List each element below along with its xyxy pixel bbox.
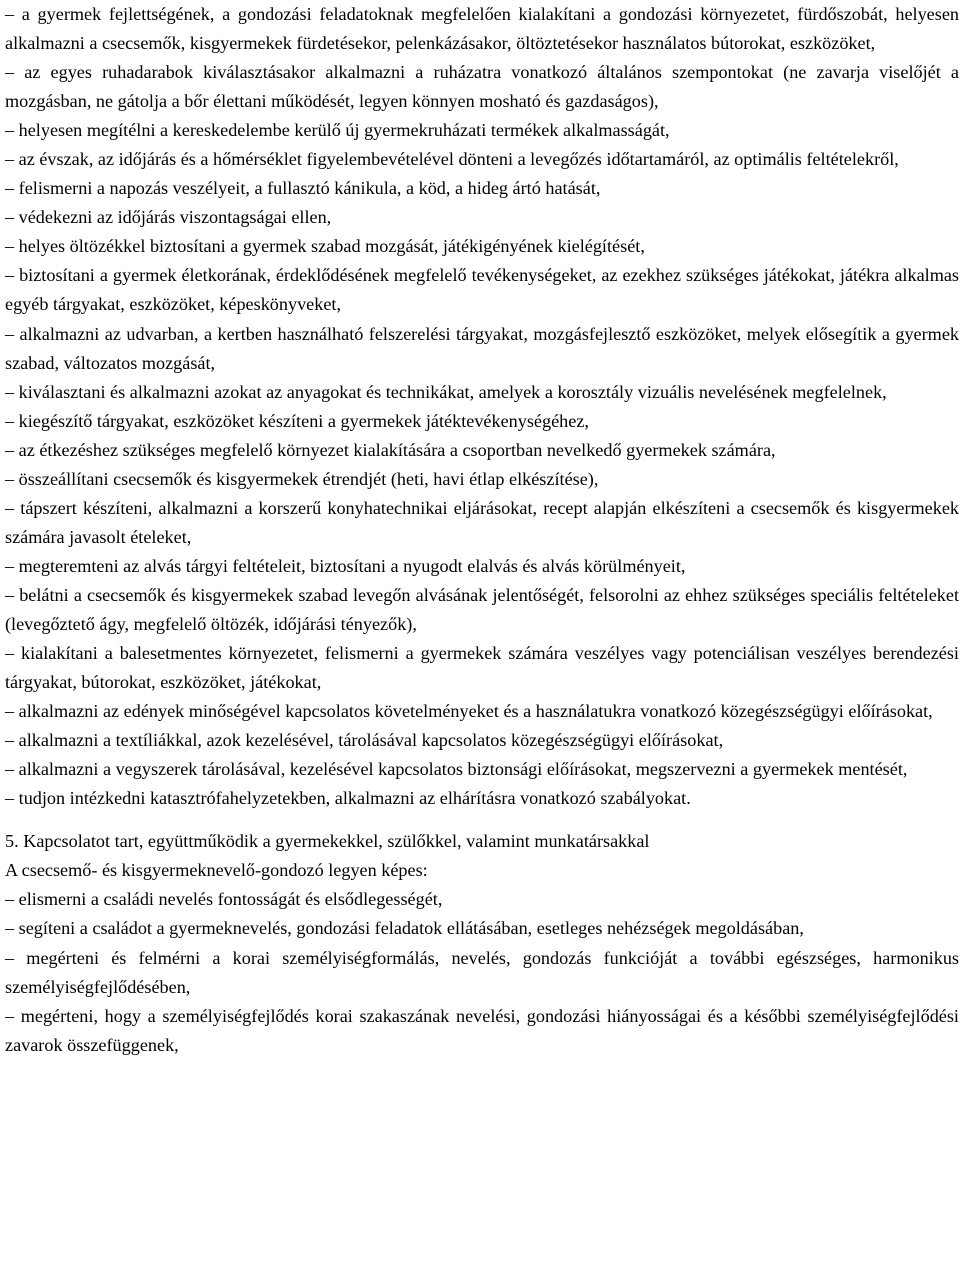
list-item: – helyes öltözékkel biztosítani a gyermek szabad mozgását, játékigényének kielégítését, — [5, 236, 645, 257]
list-item: – az étkezéshez szükséges megfelelő környezet kialakítására a csoportban nevelkedő gyermekek számára, — [5, 439, 776, 460]
list-item: – tápszert készíteni, alkalmazni a korszerű konyhatechnikai eljárásokat, recept alapján elkészíteni a csecsemők és kisgyermekek számára javasolt ételeket, — [5, 497, 959, 547]
list-item: – kiválasztani és alkalmazni azokat az anyagokat és technikákat, amelyek a korosztály vizuális nevelésének megfelelnek, — [5, 381, 887, 402]
list-item: – az évszak, az időjárás és a hőmérséklet figyelembevételével dönteni a levegőzés időtartamáról, az optimális feltételekről, — [5, 149, 899, 170]
list-item: – tudjon intézkedni katasztrófahelyzetekben, alkalmazni az elhárításra vonatkozó szabályokat. — [5, 788, 691, 809]
list-item: – megteremteni az alvás tárgyi feltételeit, biztosítani a nyugodt elalvás és alvás körülményeit, — [5, 555, 686, 576]
list-item: – felismerni a napozás veszélyeit, a fullasztó kánikula, a köd, a hideg ártó hatását, — [5, 178, 601, 199]
list-item: – helyesen megítélni a kereskedelembe kerülő új gyermekruházati termékek alkalmasságát, — [5, 120, 670, 141]
list-item: – kialakítani a balesetmentes környezetet, felismerni a gyermekek számára veszélyes vagy potenciálisan veszélyes berendezési tárgyakat, bútorokat, eszközöket, játékokat, — [5, 643, 959, 693]
document-page — [5, 0, 959, 1060]
list-item: – megérteni és felmérni a korai személyiségformálás, nevelés, gondozás funkcióját a további egészséges, harmonikus személyiségfejlődésében, — [5, 947, 959, 997]
list-item: – védekezni az időjárás viszontagságai ellen, — [5, 207, 332, 228]
list-item: – kiegészítő tárgyakat, eszközöket készíteni a gyermekek játéktevékenységéhez, — [5, 410, 589, 431]
section-spacer — [5, 813, 959, 827]
section-heading: 5. Kapcsolatot tart, együttműködik a gyermekekkel, szülőkkel, valamint munkatársakkal — [5, 831, 650, 852]
section-5 — [5, 827, 959, 1059]
list-item: – alkalmazni a vegyszerek tárolásával, kezelésével kapcsolatos biztonsági előírásokat, megszervezni a gyermekek mentését, — [5, 759, 908, 780]
competency-list — [5, 0, 959, 813]
list-item: – alkalmazni az edények minőségével kapcsolatos követelményeket és a használatukra vonatkozó közegészségügyi előírásokat, — [5, 701, 933, 722]
list-item: – az egyes ruhadarabok kiválasztásakor alkalmazni a ruházatra vonatkozó általános szempontokat (ne zavarja viselőjét a mozgásban, ne gátolja a bőr élettani működését, legyen könnyen mosható és gazdaságos), — [5, 62, 959, 112]
list-item: – biztosítani a gyermek életkorának, érdeklődésének megfelelő tevékenységeket, az ezekhez szükséges játékokat, játékra alkalmas egyéb tárgyakat, eszközöket, képeskönyveket, — [5, 265, 959, 315]
list-item: – segíteni a családot a gyermeknevelés, gondozási feladatok ellátásában, esetleges nehézségek megoldásában, — [5, 918, 804, 939]
list-item: – megérteni, hogy a személyiségfejlődés korai szakaszának nevelési, gondozási hiányosságai és a későbbi személyiségfejlődési zavarok összefüggenek, — [5, 1005, 959, 1055]
list-item: – a gyermek fejlettségének, a gondozási feladatoknak megfelelően kialakítani a gondozási környezetet, fürdőszobát, helyesen alkalmazni a csecsemők, kisgyermekek fürdetésekor, pelenkázásakor, öltöztetésekor használatos bútorokat, eszközöket, — [5, 4, 959, 54]
list-item: – belátni a csecsemők és kisgyermekek szabad levegőn alvásának jelentőségét, felsorolni az ehhez szükséges speciális feltételeket (levegőztető ágy, megfelelő öltözék, időjárási tényezők), — [5, 584, 959, 634]
list-item: – alkalmazni az udvarban, a kertben használható felszerelési tárgyakat, mozgásfejlesztő eszközöket, melyek elősegítik a gyermek szabad, változatos mozgását, — [5, 323, 959, 373]
section-intro: A csecsemő- és kisgyermeknevelő-gondozó legyen képes: — [5, 860, 428, 881]
list-item: – összeállítani csecsemők és kisgyermekek étrendjét (heti, havi étlap elkészítése), — [5, 468, 599, 489]
list-item: – elismerni a családi nevelés fontosságát és elsődlegességét, — [5, 889, 443, 910]
list-item: – alkalmazni a textíliákkal, azok kezelésével, tárolásával kapcsolatos közegészségügyi előírásokat, — [5, 730, 724, 751]
